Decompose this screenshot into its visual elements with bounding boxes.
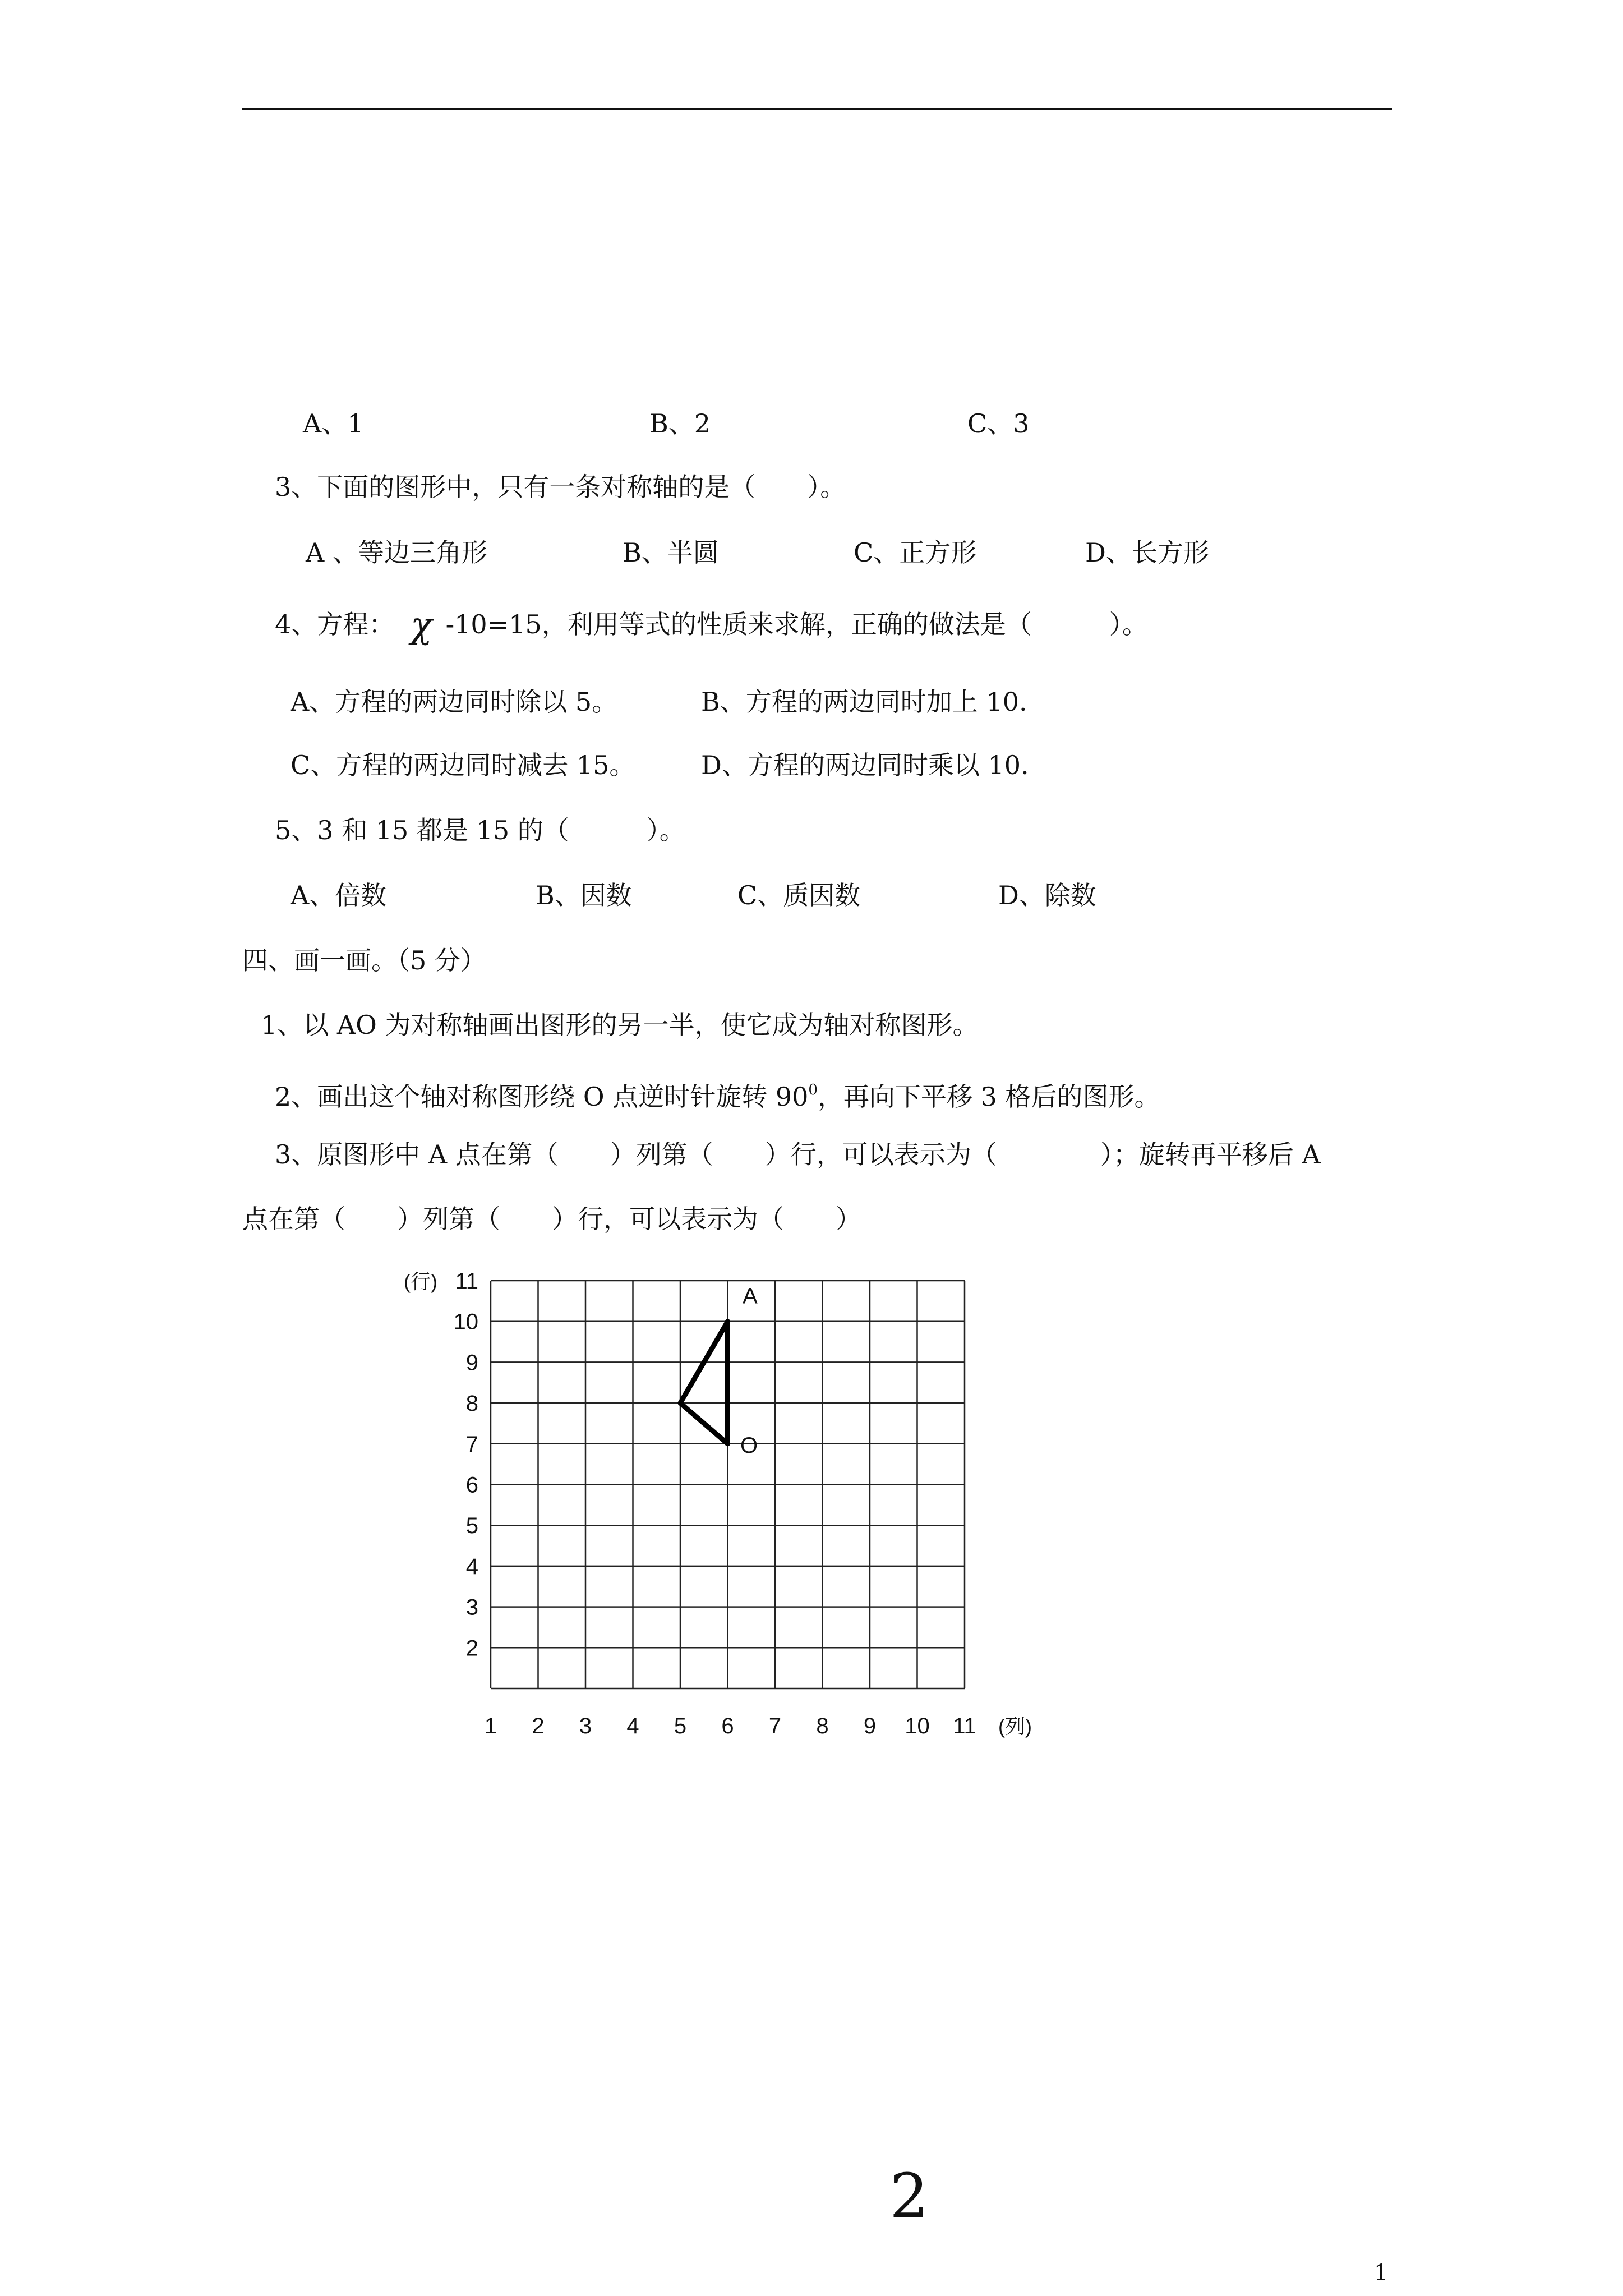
q4-option-a: A、方程的两边同时除以 5。 [291,687,618,717]
point-label-a: A [743,1283,758,1309]
y-tick-label: 9 [465,1350,478,1375]
y-tick-label: 6 [465,1473,478,1498]
q5-option-c: C、质因数 [737,880,861,910]
section4-item3-line1: 3、原图形中 A 点在第（ ）列第（ ）行，可以表示为（ ）；旋转再平移后 A [275,1139,1321,1170]
x-tick-label: 11 [953,1714,976,1738]
x-tick-label: 5 [674,1714,687,1738]
q4-option-b: B、方程的两边同时加上 10. [701,687,1027,717]
section4-item2-post: ，再向下平移 3 格后的图形。 [817,1082,1160,1112]
section4-title: 四、画一画。（5 分） [242,945,486,976]
section4-item2-pre: 2、画出这个轴对称图形绕 O 点逆时针旋转 90 [275,1082,809,1112]
q4-variable: χ [411,605,432,646]
triangle-shape [680,1322,728,1444]
q2-option-a: A、1 [303,408,364,439]
q4-option-c: C、方程的两边同时减去 15。 [291,750,635,780]
q4-prefix: 4、方程： [275,609,395,639]
big-page-number: 2 [889,2160,929,2232]
y-tick-label: 7 [465,1432,478,1457]
x-tick-label: 7 [768,1714,782,1738]
y-tick-label: 8 [465,1391,478,1416]
q3-stem: 3、下面的图形中，只有一条对称轴的是（ ）。 [275,472,846,502]
section4-item2-sup: 0 [808,1082,818,1098]
x-axis-label: (列) [998,1715,1032,1738]
y-tick-label: 10 [453,1309,478,1335]
x-tick-label: 9 [863,1714,877,1738]
q5-option-b: B、因数 [536,880,632,910]
header-rule [242,108,1392,110]
q4-suffix: -10=15，利用等式的性质来求解，正确的做法是（ ）。 [437,609,1148,639]
section4-item3-line2: 点在第（ ）列第（ ）行，可以表示为（ ） [242,1204,861,1234]
q3-option-a: A 、等边三角形 [306,537,487,568]
y-tick-label: 5 [465,1513,478,1539]
section4-item2 [275,1073,1160,1114]
y-tick-label: 3 [465,1595,478,1620]
x-tick-label: 4 [626,1714,639,1738]
y-tick-label: 11 [455,1269,478,1294]
x-tick-label: 10 [905,1714,930,1738]
y-axis-label: (行) [404,1270,437,1293]
y-tick-label: 2 [465,1636,478,1661]
x-tick-label: 3 [579,1714,592,1738]
q3-option-d: D、长方形 [1085,537,1209,568]
point-label-o: O [740,1433,758,1458]
q5-option-a: A、倍数 [291,880,387,910]
small-page-number: 1 [1374,2260,1389,2286]
q2-option-b: B、2 [649,408,711,439]
q2-option-c: C、3 [967,408,1030,439]
section4-item1: 1、以 AO 为对称轴画出图形的另一半，使它成为轴对称图形。 [261,1010,979,1040]
x-tick-label: 8 [816,1714,829,1738]
q3-option-b: B、半圆 [623,537,719,568]
x-tick-label: 1 [484,1714,497,1738]
x-tick-label: 2 [532,1714,545,1738]
q5-stem: 5、3 和 15 都是 15 的（ ）。 [275,815,685,845]
q5-option-d: D、除数 [998,880,1096,910]
q3-option-c: C、正方形 [854,537,977,568]
x-tick-label: 6 [721,1714,734,1738]
y-tick-label: 4 [465,1554,478,1579]
q4-option-d: D、方程的两边同时乘以 10. [701,750,1029,780]
